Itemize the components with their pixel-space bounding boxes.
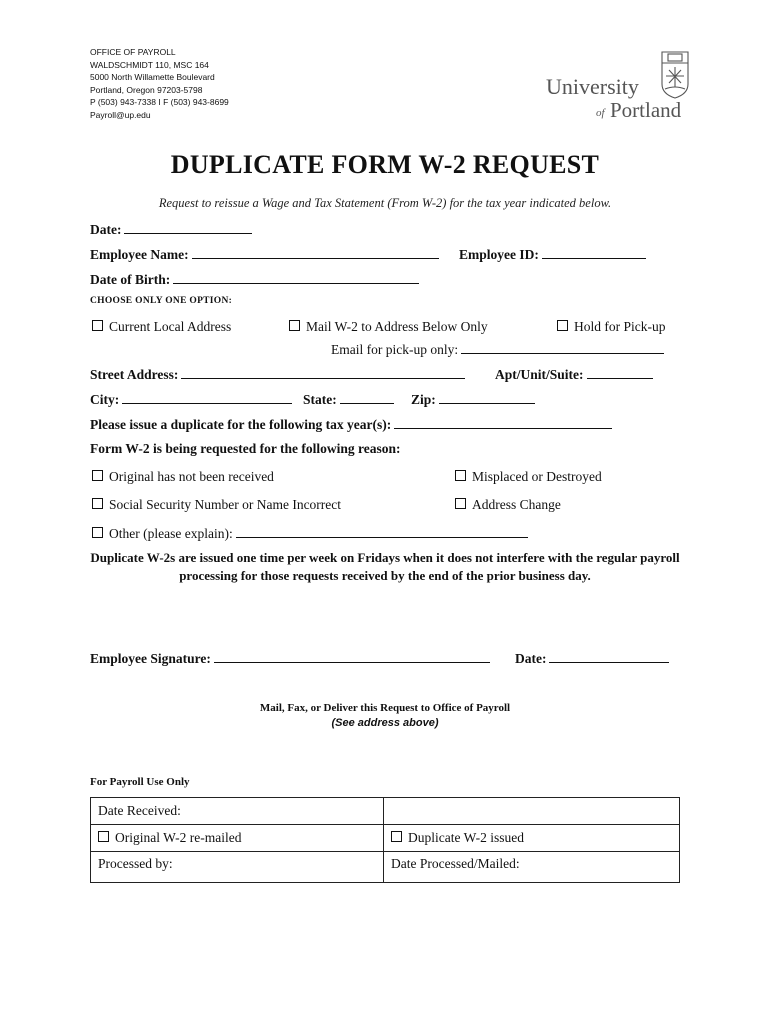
city-field[interactable] (122, 391, 292, 404)
table-row (91, 825, 680, 852)
university-logo (546, 50, 700, 124)
date-label: Date: (90, 222, 122, 237)
reason-heading: Form W-2 is being requested for the following reason: (90, 441, 401, 456)
reason-label: Social Security Number or Name Incorrect (109, 497, 342, 512)
shield-crest-icon (546, 50, 700, 124)
mail-instruction: Mail, Fax, or Deliver this Request to Office of Payroll (259, 702, 511, 714)
signature-date-field[interactable] (549, 650, 669, 663)
street-row (90, 366, 465, 383)
employee-name-field[interactable] (192, 246, 439, 259)
option-label: Hold for Pick-up (574, 319, 666, 334)
employee-id-row (459, 246, 646, 263)
original-remailed-cell[interactable] (91, 825, 384, 852)
choose-one-instruction: CHOOSE ONLY ONE OPTION: (90, 296, 233, 306)
option-hold-pickup[interactable] (557, 319, 666, 335)
checkbox[interactable] (92, 498, 103, 509)
city-row (90, 391, 292, 408)
signature-date-label: Date: (515, 651, 547, 666)
dob-label: Date of Birth: (90, 272, 171, 287)
state-row (303, 391, 394, 408)
checkbox[interactable] (289, 320, 300, 331)
email-label: Email for pick-up only: (331, 342, 459, 357)
duplicate-issued-cell[interactable] (384, 825, 680, 852)
employee-id-field[interactable] (542, 246, 646, 259)
checkbox[interactable] (557, 320, 568, 331)
street-field[interactable] (181, 366, 465, 379)
date-processed-cell: Date Processed/Mailed: (384, 852, 680, 883)
dob-field[interactable] (173, 271, 419, 284)
option-current-address[interactable] (92, 319, 231, 335)
logo-word-university: University (546, 74, 639, 99)
page-title: DUPLICATE FORM W-2 REQUEST (170, 150, 600, 179)
signature-field[interactable] (214, 650, 490, 663)
issuance-notice: Duplicate W-2s are issued one time per week on Fridays when it does not interfere with the regular payroll processing for those requests received by the end of the prior business day. (90, 550, 680, 583)
state-label: State: (303, 392, 337, 407)
apt-label: Apt/Unit/Suite: (495, 367, 584, 382)
signature-row (90, 650, 490, 667)
email-field[interactable] (461, 341, 664, 354)
reason-label: Other (please explain): (109, 526, 233, 541)
email-row (331, 341, 664, 358)
reason-ssn-incorrect[interactable] (92, 497, 341, 513)
reason-address-change[interactable] (455, 497, 561, 513)
payroll-email: Payroll@up.edu (90, 109, 151, 120)
apt-field[interactable] (587, 366, 653, 379)
logo-word-of: of (596, 107, 605, 119)
table-row (91, 798, 680, 825)
address-line: OFFICE OF PAYROLL (90, 47, 176, 57)
payroll-address-block (90, 46, 229, 122)
reason-label: Original has not been received (109, 469, 274, 484)
address-line: WALDSCHMIDT 110, MSC 164 (90, 59, 209, 70)
payroll-use-heading: For Payroll Use Only (90, 776, 190, 788)
checkbox[interactable] (455, 498, 466, 509)
reason-misplaced[interactable] (455, 469, 602, 485)
signature-label: Employee Signature: (90, 651, 211, 666)
option-mail-w2[interactable] (289, 319, 488, 335)
street-label: Street Address: (90, 367, 179, 382)
date-field[interactable] (124, 221, 252, 234)
table-row (91, 852, 680, 883)
cell-label: Duplicate W-2 issued (408, 830, 524, 845)
checkbox[interactable] (92, 527, 103, 538)
tax-year-field[interactable] (394, 416, 612, 429)
payroll-use-table (90, 797, 680, 883)
date-row (90, 221, 252, 238)
tax-year-row (90, 416, 612, 433)
processed-by-cell: Processed by: (91, 852, 384, 883)
state-field[interactable] (340, 391, 394, 404)
empty-cell (384, 798, 680, 825)
checkbox[interactable] (92, 320, 103, 331)
zip-label: Zip: (411, 392, 436, 407)
employee-name-row (90, 246, 439, 263)
reason-label: Misplaced or Destroyed (472, 469, 602, 484)
cell-label: Original W-2 re-mailed (115, 830, 242, 845)
reason-label: Address Change (472, 497, 561, 512)
city-label: City: (90, 392, 120, 407)
zip-row (411, 391, 535, 408)
address-line: 5000 North Willamette Boulevard (90, 72, 215, 83)
checkbox[interactable] (92, 470, 103, 481)
apt-row (495, 366, 653, 383)
logo-word-portland: Portland (610, 98, 682, 122)
dob-row (90, 271, 419, 288)
address-line: Portland, Oregon 97203-5798 (90, 84, 203, 95)
other-explain-field[interactable] (236, 525, 528, 538)
reason-other[interactable] (92, 525, 528, 542)
see-address-note: (See address above) (331, 717, 439, 729)
checkbox[interactable] (455, 470, 466, 481)
form-subtitle: Request to reissue a Wage and Tax Statement (From W-2) for the tax year indicated below. (158, 196, 612, 210)
option-label: Mail W-2 to Address Below Only (306, 319, 488, 334)
checkbox[interactable] (98, 831, 109, 842)
reason-not-received[interactable] (92, 469, 274, 485)
checkbox[interactable] (391, 831, 402, 842)
date-received-cell: Date Received: (91, 798, 384, 825)
address-line: P (503) 943-7338 I F (503) 943-8699 (90, 97, 229, 108)
zip-field[interactable] (439, 391, 535, 404)
tax-year-label: Please issue a duplicate for the following tax year(s): (90, 417, 392, 432)
signature-date-row (515, 650, 669, 667)
employee-id-label: Employee ID: (459, 247, 539, 262)
employee-name-label: Employee Name: (90, 247, 189, 262)
option-label: Current Local Address (109, 319, 232, 334)
